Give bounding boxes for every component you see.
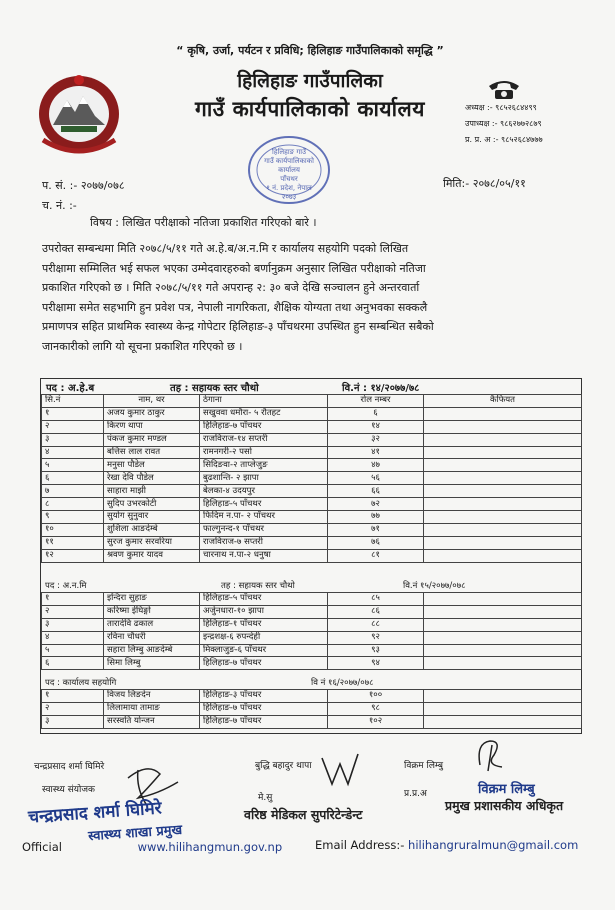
post-label: पद : अ.न.मि	[45, 581, 87, 591]
svg-text:२०७३: २०७३	[281, 193, 297, 201]
cell-sn: ९	[42, 511, 104, 524]
col-header-name: नाम, थर	[104, 395, 200, 408]
ad-number: वि.नं : १४/२०७७/७८	[342, 383, 420, 394]
table-row	[42, 446, 582, 459]
cell-address: अर्जुनधारा-१० झापा	[200, 605, 328, 618]
cell-roll: ६	[328, 407, 424, 420]
results-table-ahb	[41, 394, 582, 563]
cell-address: हिलिहाङ-३ पाँचथर	[200, 690, 328, 703]
cell-address: हिलिहाङ-५ पाँचथर	[200, 593, 328, 606]
cell-roll: ८६	[328, 605, 424, 618]
svg-text:१ नं. प्रदेश, नेपाल: १ नं. प्रदेश, नेपाल	[266, 184, 312, 192]
level-label: तह : सहायक स्तर चौथो	[221, 581, 295, 591]
contact-vice-chairman: उपाध्यक्ष :- ९८६२७७२८७९	[465, 119, 542, 128]
table-header-row	[42, 395, 582, 408]
post-label: पद : अ.हे.ब	[46, 383, 95, 394]
cell-name: रेखा देवि पौडेल	[104, 472, 200, 485]
table-row	[42, 498, 582, 511]
post-label: पद : कार्यालय सहयोगि	[45, 678, 117, 688]
cell-remarks	[424, 618, 582, 631]
cell-name: मनुसा पौडेल	[104, 459, 200, 472]
cell-remarks	[424, 657, 582, 670]
table-row	[42, 407, 582, 420]
cell-sn: ७	[42, 485, 104, 498]
contact-numbers	[465, 100, 605, 148]
contact-cao: प्र. प्र. अ :- ९८५२६८४७७७	[465, 135, 543, 144]
cell-roll: ७१	[328, 523, 424, 536]
letter-body	[42, 239, 582, 356]
col-header-address: ठेगाना	[200, 395, 328, 408]
office-stamp	[243, 132, 335, 208]
cell-address: हिलिहाङ-१ पाँचथर	[200, 618, 328, 631]
ad-number: वि.नं १५/२०७७/०७८	[403, 581, 466, 591]
table-row	[42, 433, 582, 446]
email-link[interactable]: hilihangruralmun@gmail.com	[408, 838, 579, 852]
handwritten-signature-right	[472, 735, 512, 775]
cell-roll: १००	[328, 690, 424, 703]
cell-name: सहारा लिम्बु आङदेम्बे	[104, 644, 200, 657]
body-line: प्रमाणपत्र सहित प्राथमिक स्वास्थ्य केन्द्र गोपेटार हिलिहाङ-३ पाँचथरमा उपस्थित हुन सम्बन्धित सबैको	[42, 320, 434, 333]
table-row	[42, 523, 582, 536]
results-table-office-helper	[41, 689, 582, 729]
post-header-office-helper	[41, 676, 581, 689]
table-row	[42, 485, 582, 498]
right-stamp-title: प्रमुख प्रशासकीय अधिकृत	[445, 798, 564, 813]
svg-text:हिलिहाङ गाउँ: हिलिहाङ गाउँ	[272, 148, 306, 156]
cell-remarks	[424, 690, 582, 703]
table-row	[42, 593, 582, 606]
cell-roll: ७७	[328, 511, 424, 524]
cell-remarks	[424, 593, 582, 606]
cell-roll: ५६	[328, 472, 424, 485]
motto: “ कृषि, उर्जा, पर्यटन र प्रविधि; हिलिहाङ गाउँपालिकाको समृद्धि ”	[176, 44, 444, 57]
cell-sn: ५	[42, 644, 104, 657]
website-label: Official	[22, 840, 62, 854]
cell-name: विजय लिङदेन	[104, 690, 200, 703]
table-row	[42, 618, 582, 631]
cell-remarks	[424, 498, 582, 511]
body-line: परीक्षामा सम्मिलित भई सफल भएका उम्मेदवारहरुको बर्णानुक्रम अनुसार लिखित परीक्षाको नतिजा	[42, 261, 426, 275]
results-table-anm	[41, 592, 582, 670]
cell-name: लिलामाया तामाङ	[104, 702, 200, 715]
email-label: Email Address:-	[315, 838, 405, 852]
body-line: प्रकाशित गरिएको छ । मिति २०७८/५/११ गते अपरान्ह २: ३० बजे देखि सञ्चालन हुने अन्तरवार्ता	[42, 281, 420, 294]
cell-sn: ३	[42, 618, 104, 631]
svg-text:पाँचथर: पाँचथर	[280, 175, 298, 183]
cell-name: रविना चौधरी	[104, 631, 200, 644]
cell-address: मिक्लाजुङ-६ पाँचथर	[200, 644, 328, 657]
cell-address: राजविराज-७ सप्तरी	[200, 536, 328, 549]
left-signatory-title: स्वास्थ्य संयोजक	[42, 785, 95, 795]
cell-roll: ९८	[328, 702, 424, 715]
table-row	[42, 549, 582, 562]
cell-name: पंकज कुमार मण्डल	[104, 433, 200, 446]
cell-remarks	[424, 472, 582, 485]
cell-remarks	[424, 549, 582, 562]
cell-address: हिलिहाङ-७ पाँचथर	[200, 715, 328, 728]
cell-sn: १२	[42, 549, 104, 562]
left-stamp-name: चन्द्रप्रसाद शर्मा घिमिरे	[27, 798, 163, 828]
right-signatory-title: प्र.प्र.अ	[404, 789, 427, 799]
cell-sn: १	[42, 593, 104, 606]
cell-address: हिलिहाङ-७ पाँचथर	[200, 702, 328, 715]
cell-sn: १	[42, 690, 104, 703]
table-row	[42, 605, 582, 618]
table-row	[42, 472, 582, 485]
cell-sn: ६	[42, 657, 104, 670]
cell-name: बत्तिस लाल रावत	[104, 446, 200, 459]
office-name: हिलिहाङ गाउँपालिका	[237, 70, 383, 92]
cell-sn: १	[42, 407, 104, 420]
cell-name: सुरज कुमार सरवरिया	[104, 536, 200, 549]
nepal-emblem-icon	[33, 70, 125, 158]
post-header-ahb	[40, 378, 582, 394]
middle-stamp-title: वरिष्ठ मेडिकल सुपरिटेन्डेन्ट	[244, 807, 363, 822]
cell-name: शुशिला आङदेम्बे	[104, 523, 200, 536]
level-label: तह : सहायक स्तर चौथो	[170, 383, 259, 394]
cell-roll: ८५	[328, 593, 424, 606]
table-row	[42, 715, 582, 728]
cell-roll: ७६	[328, 536, 424, 549]
cell-roll: ९४	[328, 657, 424, 670]
cell-sn: १०	[42, 523, 104, 536]
cell-sn: ८	[42, 498, 104, 511]
website-link[interactable]: www.hilihangmun.gov.np	[137, 840, 283, 854]
letter-date: मिति:- २०७८/०५/११	[443, 177, 526, 190]
cell-remarks	[424, 644, 582, 657]
col-header-remarks: कैफियत	[424, 395, 582, 408]
cell-roll: ४७	[328, 459, 424, 472]
cell-remarks	[424, 420, 582, 433]
cell-roll: ८८	[328, 618, 424, 631]
cell-roll: ६६	[328, 485, 424, 498]
cell-roll: ३२	[328, 433, 424, 446]
svg-text:कार्यालय: कार्यालय	[278, 166, 300, 174]
right-signatory-name: विक्रम लिम्बु	[404, 761, 443, 771]
cell-remarks	[424, 605, 582, 618]
col-header-sn: सि.नं	[42, 395, 104, 408]
cell-sn: ११	[42, 536, 104, 549]
cell-remarks	[424, 446, 582, 459]
cell-name: करिष्मा ईघिङ्गो	[104, 605, 200, 618]
cell-address: सखुववा धमौरा- ५ रौतहट	[200, 407, 328, 420]
body-line: परीक्षामा समेत सहभागि हुन प्रवेश पत्र, नेपाली नागरिकता, शैक्षिक योग्यता तथा अनुभवका सक्कलै	[42, 300, 428, 314]
handwritten-signature-middle	[318, 750, 366, 790]
middle-signatory-title: मे.सु	[258, 793, 273, 803]
cell-remarks	[424, 631, 582, 644]
cell-remarks	[424, 536, 582, 549]
cell-remarks	[424, 407, 582, 420]
cell-name: तारादेवि ढकाल	[104, 618, 200, 631]
middle-signatory-name: बुद्धि बहादुर थापा	[255, 761, 312, 771]
svg-text:गाउँ कार्यपालिकाको: गाउँ कार्यपालिकाको	[264, 157, 314, 165]
col-header-roll: रोल नम्बर	[328, 395, 424, 408]
cell-name: अजय कुमार ठाकुर	[104, 407, 200, 420]
cell-address: फाल्गुनन्द-१ पाँचथर	[200, 523, 328, 536]
cell-sn: ६	[42, 472, 104, 485]
cell-roll: ९२	[328, 631, 424, 644]
cell-address: इन्द्रशक्ष-६ रुपन्देही	[200, 631, 328, 644]
cell-name: श्रवण कुमार यादव	[104, 549, 200, 562]
cell-remarks	[424, 715, 582, 728]
cell-name: सरस्वति योन्जन	[104, 715, 200, 728]
reference-number: प. सं. :- २०७७/०७८	[42, 179, 125, 192]
cell-remarks	[424, 433, 582, 446]
website-footer	[22, 840, 282, 854]
cell-name: सुयोग सुनुवार	[104, 511, 200, 524]
cell-roll: १४	[328, 420, 424, 433]
cell-address: राजविराज-१४ सप्तरी	[200, 433, 328, 446]
table-row	[42, 631, 582, 644]
cell-address: सिदिङवा-२ ताप्लेजुङ	[200, 459, 328, 472]
contact-chairman: अध्यक्ष :- ९८५२६८४४९९	[465, 103, 537, 112]
table-row	[42, 690, 582, 703]
cell-address: चारनाथ न.पा-२ धनुषा	[200, 549, 328, 562]
cell-remarks	[424, 702, 582, 715]
cell-address: बेलका-४ उदयपुर	[200, 485, 328, 498]
body-line: जानकारीको लागि यो सूचना प्रकाशित गरिएको छ ।	[42, 339, 243, 353]
cell-roll: ७२	[328, 498, 424, 511]
cell-sn: ४	[42, 446, 104, 459]
cell-remarks	[424, 511, 582, 524]
email-footer	[315, 838, 578, 852]
table-row	[42, 459, 582, 472]
cell-roll: ४१	[328, 446, 424, 459]
cell-remarks	[424, 523, 582, 536]
dispatch-number: च. नं. :-	[42, 199, 77, 212]
cell-sn: ३	[42, 715, 104, 728]
cell-remarks	[424, 485, 582, 498]
cell-address: बुढशान्ति- २ झापा	[200, 472, 328, 485]
cell-remarks	[424, 459, 582, 472]
cell-roll: ९३	[328, 644, 424, 657]
cell-name: किरण थापा	[104, 420, 200, 433]
table-row	[42, 702, 582, 715]
office-subtitle: गाउँ कार्यपालिकाको कार्यालय	[195, 97, 425, 121]
cell-sn: २	[42, 605, 104, 618]
cell-address: फिदिम न.पा- २ पाँचथर	[200, 511, 328, 524]
cell-roll: १०२	[328, 715, 424, 728]
cell-name: साहारा माझी	[104, 485, 200, 498]
cell-sn: ३	[42, 433, 104, 446]
cell-address: हिलिहाङ-७ पाँचथर	[200, 657, 328, 670]
cell-sn: २	[42, 420, 104, 433]
telephone-icon	[487, 78, 521, 100]
table-row	[42, 644, 582, 657]
cell-sn: ४	[42, 631, 104, 644]
table-row	[42, 536, 582, 549]
cell-address: हिलिहाङ-५ पाँचथर	[200, 498, 328, 511]
left-stamp-title: स्वास्थ्य शाखा प्रमुख	[87, 822, 183, 845]
right-stamp-name: विक्रम लिम्बु	[478, 782, 535, 797]
table-row	[42, 511, 582, 524]
table-row	[42, 657, 582, 670]
cell-roll: ८१	[328, 549, 424, 562]
cell-address: हिलिहाङ-७ पाँचथर	[200, 420, 328, 433]
ad-number: वि नं १६/२०७७/०७८	[311, 678, 374, 688]
cell-sn: ५	[42, 459, 104, 472]
body-line: उपरोक्त सम्बन्धमा मिति २०७८/५/११ गते अ.हे.ब/अ.न.मि र कार्यालय सहयोगि पदको लिखित	[42, 242, 409, 255]
letter-subject: विषय : लिखित परीक्षाको नतिजा प्रकाशित गरिएको बारे ।	[90, 216, 317, 229]
left-signatory-name: चन्द्रप्रसाद शर्मा घिमिरे	[34, 762, 105, 772]
cell-address: रामनगरी-२ पर्सा	[200, 446, 328, 459]
cell-name: सुदिप उभरकोटी	[104, 498, 200, 511]
post-header-anm	[41, 579, 581, 592]
cell-sn: २	[42, 702, 104, 715]
table-row	[42, 420, 582, 433]
cell-name: सिमा लिम्बु	[104, 657, 200, 670]
cell-name: इन्दिरा सुहाङ	[104, 593, 200, 606]
